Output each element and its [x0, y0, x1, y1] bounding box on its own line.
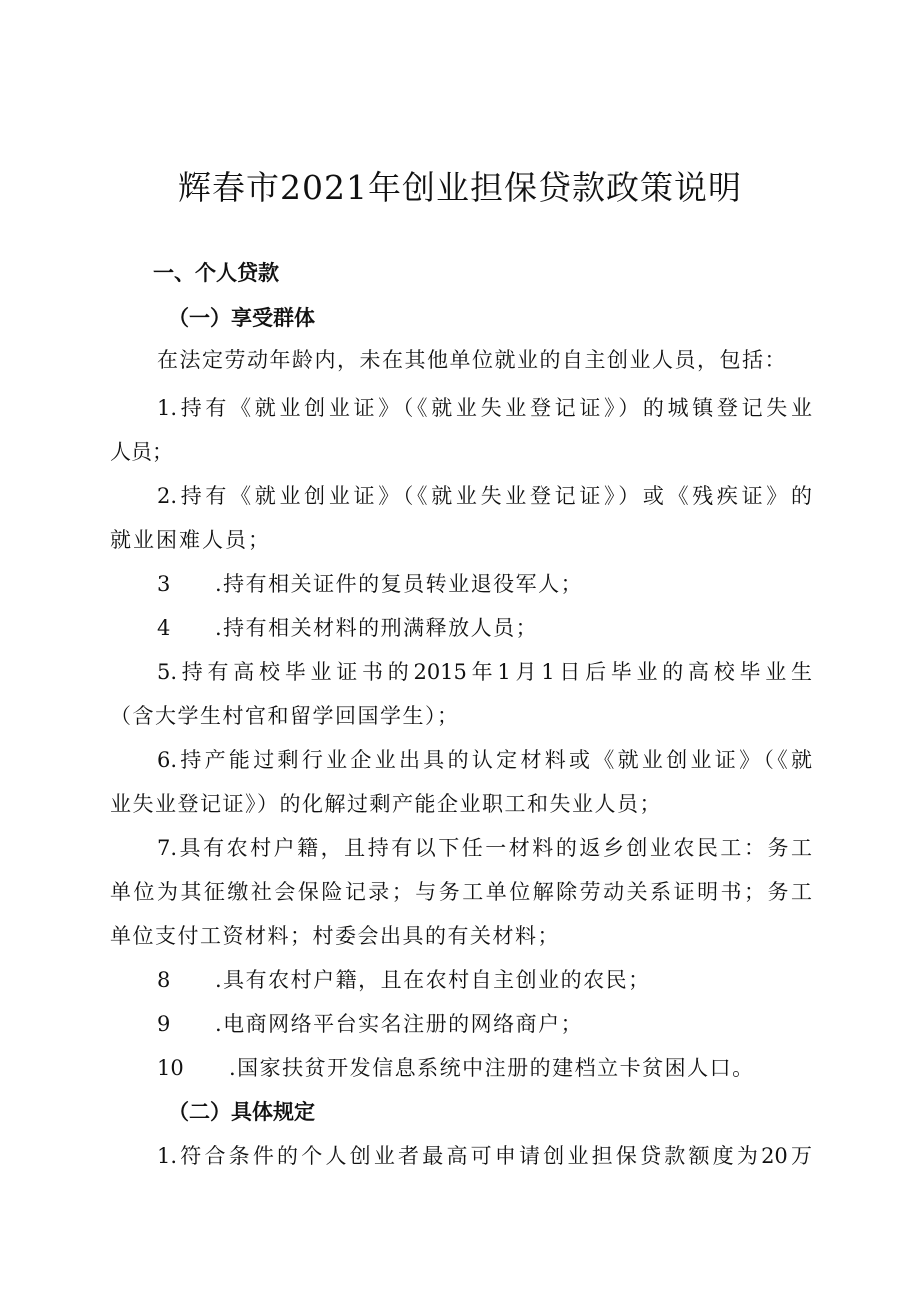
list-item-text: .具有农村户籍，且在农村自主创业的农民；: [215, 968, 651, 992]
list-item: [157, 393, 812, 423]
page-title: 辉春市2021年创业担保贷款政策说明: [178, 168, 742, 207]
subsection-heading-specific-rules: （二）具体规定: [168, 1100, 315, 1124]
list-item-number: 2: [157, 484, 171, 508]
list-item: [157, 1053, 755, 1083]
list-item-number: 3: [157, 572, 171, 596]
subsection-heading-eligible-groups: （一）享受群体: [168, 306, 315, 330]
list-item-number: 7: [157, 836, 171, 860]
list-item: [157, 1009, 583, 1039]
list-item: [157, 657, 812, 687]
list-item: [157, 745, 812, 775]
list-item-number: 9: [157, 1012, 171, 1036]
list-item-number: 10: [157, 1056, 184, 1080]
list-item-continuation: 人员；: [110, 440, 173, 464]
list-item-continuation: 就业困难人员；: [110, 528, 271, 552]
list-item-text: .持有高校毕业证书的2015年1月1日后毕业的高校毕业生: [170, 660, 812, 684]
list-item-number: 4: [157, 616, 171, 640]
list-item-number: 5: [157, 660, 171, 684]
list-item-continuation: 单位支付工资材料；村委会出具的有关材料；: [110, 924, 560, 948]
list-item: [157, 481, 812, 511]
list-item-text: .持有相关证件的复员转业退役军人；: [215, 572, 584, 596]
list-item: [157, 1141, 812, 1171]
list-item-text: .持产能过剩行业企业出具的认定材料或《就业创业证》（《就: [170, 748, 812, 772]
list-item-text: .持有《就业创业证》（《就业失业登记证》）的城镇登记失业: [170, 396, 812, 420]
list-item-continuation: （含大学生村官和留学回国学生）；: [110, 704, 460, 728]
eligible-groups-intro: 在法定劳动年龄内，未在其他单位就业的自主创业人员，包括：: [157, 348, 787, 372]
section-heading-personal-loan: 一、个人贷款: [153, 261, 279, 285]
list-item-text: .具有农村户籍，且持有以下任一材料的返乡创业农民工：务工: [170, 836, 812, 860]
list-item-text: .符合条件的个人创业者最高可申请创业担保贷款额度为20万: [170, 1144, 812, 1168]
list-item-number: 1: [157, 396, 171, 420]
list-item-text: .国家扶贫开发信息系统中注册的建档立卡贫困人口。: [229, 1056, 755, 1080]
list-item-number: 1: [157, 1144, 171, 1168]
list-item-number: 8: [157, 968, 171, 992]
list-item-text: .持有相关材料的刑满释放人员；: [215, 616, 539, 640]
list-item-text: .持有《就业创业证》（《就业失业登记证》）或《残疾证》的: [170, 484, 812, 508]
list-item: [157, 613, 538, 643]
list-item-number: 6: [157, 748, 171, 772]
list-item: [157, 833, 812, 863]
list-item-continuation: 业失业登记证》）的化解过剩产能企业职工和失业人员；: [110, 792, 662, 816]
list-item: [157, 569, 583, 599]
list-item-continuation: 单位为其征缴社会保险记录；与务工单位解除劳动关系证明书；务工: [110, 880, 812, 904]
list-item-text: .电商网络平台实名注册的网络商户；: [215, 1012, 584, 1036]
list-item: [157, 965, 651, 995]
